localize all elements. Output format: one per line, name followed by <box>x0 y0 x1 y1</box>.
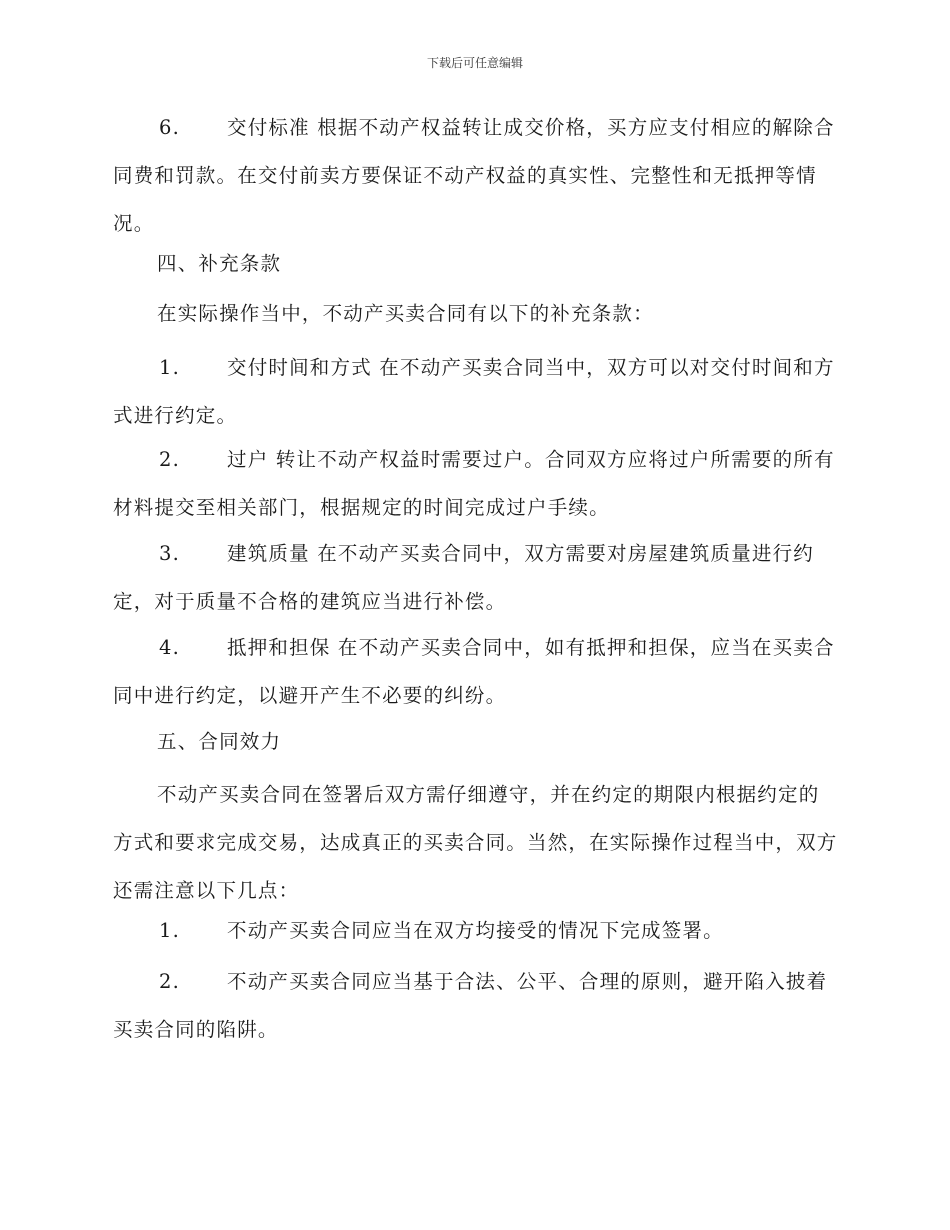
item-number: 1. <box>159 919 181 942</box>
list-item <box>113 624 839 720</box>
item-text: 交付时间和方式 在不动产买卖合同当中，双方可以对交付时间和方式进行约定。 <box>113 356 835 427</box>
item-text: 不动产买卖合同应当在双方均接受的情况下完成签署。 <box>227 919 724 942</box>
list-item <box>113 958 839 1054</box>
list-item <box>113 104 839 248</box>
list-item <box>113 436 839 532</box>
section-heading: 四、补充条款 <box>157 252 282 275</box>
item-number: 4. <box>159 636 181 659</box>
item-text: 抵押和担保 在不动产买卖合同中，如有抵押和担保，应当在买卖合同中进行约定，以避开产生不必要的纠纷。 <box>113 636 835 707</box>
item-text: 交付标准 根据不动产权益转让成交价格，买方应支付相应的解除合同费和罚款。在交付前卖方要保证不动产权益的真实性、完整性和无抵押等情况。 <box>113 116 835 235</box>
item-number: 2. <box>159 970 181 993</box>
item-number: 6. <box>159 116 181 139</box>
section-heading: 五、合同效力 <box>157 730 282 753</box>
list-item <box>113 907 839 955</box>
item-text: 不动产买卖合同应当基于合法、公平、合理的原则，避开陷入披着买卖合同的陷阱。 <box>113 970 828 1041</box>
page-header: 下载后可任意编辑 <box>426 56 523 70</box>
item-number: 1. <box>159 356 181 379</box>
item-number: 2. <box>159 448 181 471</box>
item-text: 建筑质量 在不动产买卖合同中，双方需要对房屋建筑质量进行约定，对于质量不合格的建筑应当进行补偿。 <box>113 542 814 613</box>
paragraph: 在实际操作当中，不动产买卖合同有以下的补充条款： <box>157 302 654 325</box>
item-text: 过户 转让不动产权益时需要过户。合同双方应将过户所需要的所有材料提交至相关部门，根据规定的时间完成过户手续。 <box>113 448 835 519</box>
item-number: 3. <box>159 542 181 565</box>
list-item <box>113 530 839 626</box>
list-item <box>113 344 839 440</box>
paragraph: 不动产买卖合同在签署后双方需仔细遵守，并在约定的期限内根据约定的方式和要求完成交易，达成真正的买卖合同。当然，在实际操作过程当中，双方还需注意以下几点： <box>113 783 838 902</box>
